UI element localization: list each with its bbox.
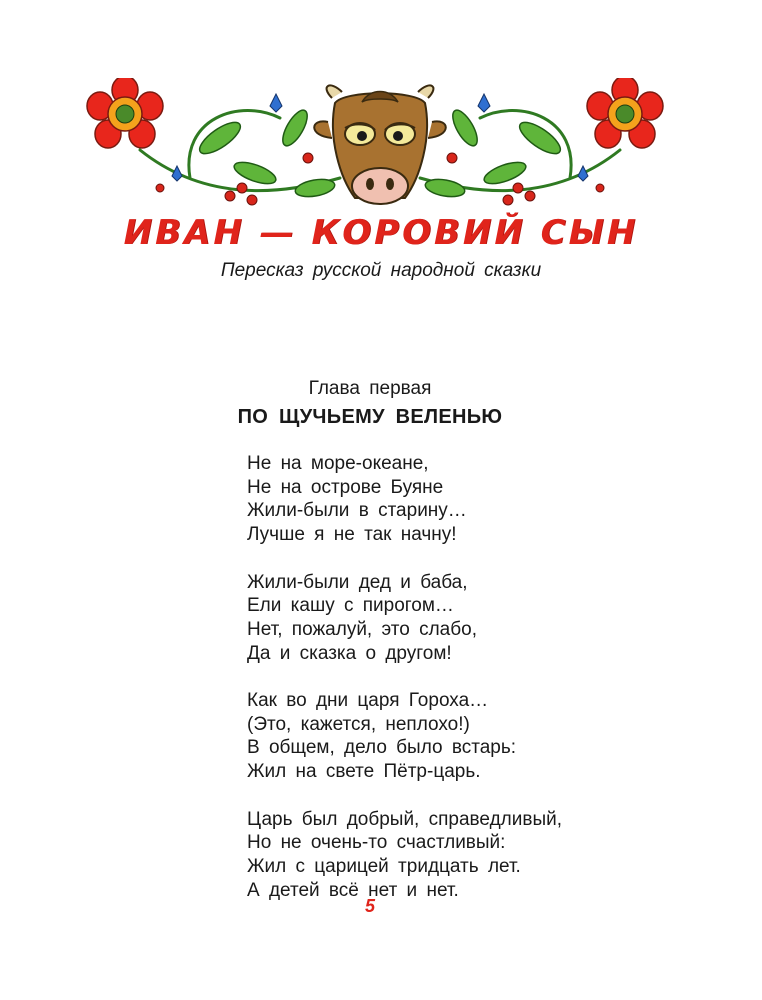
poem xyxy=(247,452,562,926)
poem-line: В общем, дело было встарь: xyxy=(247,737,517,759)
chapter-title: ПО ЩУЧЬЕМУ ВЕЛЕНЬЮ xyxy=(237,406,503,428)
poem-line: Не на острове Буяне xyxy=(247,476,444,498)
poem-line: Но не очень-то счастливый: xyxy=(247,832,506,854)
page-number: 5 xyxy=(364,896,375,916)
poem-line: Нет, пожалуй, это слабо, xyxy=(247,618,477,640)
stanza xyxy=(247,808,562,903)
poem-line: Жил с царицей тридцать лет. xyxy=(247,855,521,877)
story-title: ИВАН — КОРОВИЙ СЫН xyxy=(123,213,639,253)
poem-line: Ели кашу с пирогом… xyxy=(247,595,454,617)
stanza xyxy=(247,571,562,666)
poem-line: Жил на свете Пётр-царь. xyxy=(247,761,481,783)
poem-line: А детей всё нет и нет. xyxy=(247,879,459,901)
poem-line: Жили-были дед и баба, xyxy=(247,571,468,593)
poem-line: Как во дни царя Гороха… xyxy=(247,690,489,711)
stanza xyxy=(247,689,562,784)
poem-line: Да и сказка о другом! xyxy=(247,642,452,664)
poem-line: Жили-были в старину… xyxy=(247,500,467,522)
stanza xyxy=(247,452,562,547)
poem-line: (Это, кажется, неплохо!) xyxy=(247,713,470,735)
folk-ornament xyxy=(80,78,680,228)
poem-line: Царь был добрый, справедливый, xyxy=(247,808,562,830)
chapter-number: Глава первая xyxy=(308,378,432,399)
poem-line: Лучше я не так начну! xyxy=(247,524,457,546)
story-subtitle: Пересказ русской народной сказки xyxy=(220,260,542,281)
poem-line: Не на море-океане, xyxy=(247,453,429,474)
left-flower-icon xyxy=(87,78,163,148)
right-flower-icon xyxy=(587,78,663,148)
